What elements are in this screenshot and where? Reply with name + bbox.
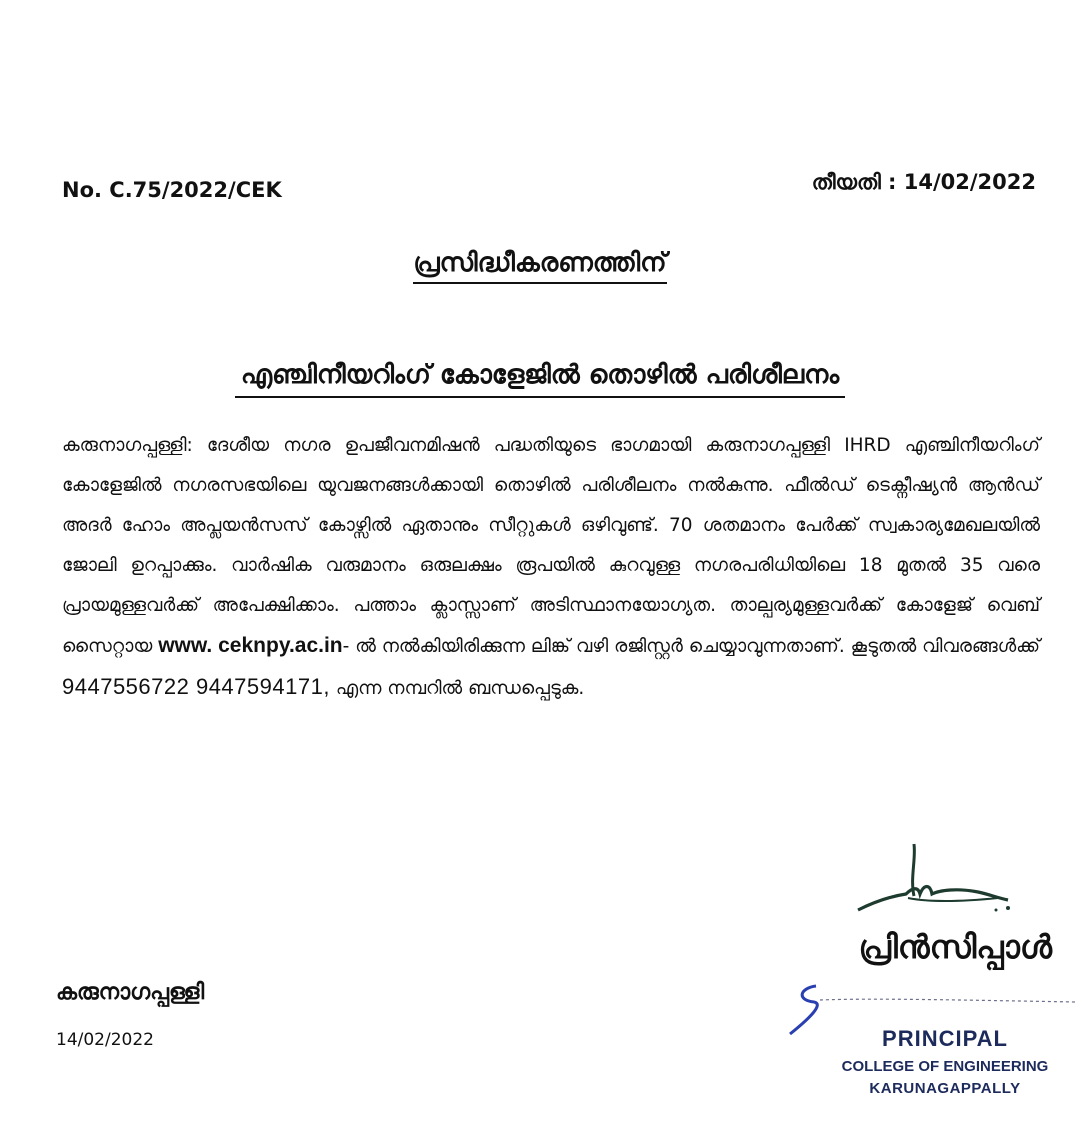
document-title-text: പ്രസിദ്ധീകരണത്തിന് — [413, 248, 666, 284]
stamp-line-principal: PRINCIPAL — [882, 1026, 1008, 1051]
signature-icon — [848, 838, 1028, 928]
news-body — [62, 426, 1040, 709]
stamp-line-college: COLLEGE OF ENGINEERING — [841, 1058, 1049, 1075]
phone-numbers: 9447556722 9447594171, — [62, 674, 330, 699]
body-part-3: എന്ന നമ്പറിൽ ബന്ധപ്പെടുക. — [329, 678, 585, 699]
document-title — [0, 248, 1080, 279]
reference-number: No. C.75/2022/CEK — [62, 178, 282, 202]
stamp-line-place: KARUNAGAPPALLY — [869, 1080, 1021, 1097]
footer-place: കരുനാഗപ്പള്ളി — [56, 980, 205, 1005]
body-part-2: - ൽ നൽകിയിരിക്കുന്ന ലിങ്ക് വഴി രജിസ്റ്റർ ചെയ്യാവുന്നതാണ്. കൂടുതൽ വിവരങ്ങൾക്ക് — [342, 636, 1040, 657]
news-headline — [0, 360, 1080, 391]
document-date: തീയതി : 14/02/2022 — [811, 170, 1036, 194]
body-part-1: കരുനാഗപ്പള്ളി: ദേശീയ നഗര ഉപജീവനമിഷൻ പദ്ധതിയുടെ ഭാഗമായി കരുനാഗപ്പള്ളി IHRD എഞ്ചിനീയറിംഗ് കോളേജിൽ നഗരസഭയിലെ യുവജനങ്ങൾക്കായി തൊഴിൽ പരിശീലനം നൽകുന്നു. ഫീൽഡ് ടെക്നീഷ്യൻ ആൻഡ് അദർ ഹോം അപ്ലയൻസസ് കോഴ്സിൽ ഏതാനും സീറ്റുകൾ ഒഴിവുണ്ട്. 70 ശതമാനം പേർക്ക് സ്വകാര്യമേഖലയിൽ ജോലി ഉറപ്പാക്കും. വാർഷിക വരുമാനം ഒരുലക്ഷം രൂപയിൽ കുറവുള്ള നഗരപരിധിയിലെ 18 മുതൽ 35 വരെ പ്രായമുള്ളവർക്ക് അപേക്ഷിക്കാം. പത്താം ക്ലാസ്സാണ് അടിസ്ഥാനയോഗ്യത. താല്പര്യമുള്ളവർക്ക് കോളേജ് വെബ് സൈറ്റായ — [62, 435, 1040, 657]
principal-title-malayalam: പ്രിൻസിപ്പാൾ — [858, 928, 1052, 966]
footer-date: 14/02/2022 — [56, 1030, 154, 1050]
news-headline-text: എഞ്ചിനീയറിംഗ് കോളേജിൽ തൊഴിൽ പരിശീലനം — [235, 360, 845, 398]
website-text: www. ceknpy.ac.in — [158, 634, 343, 657]
